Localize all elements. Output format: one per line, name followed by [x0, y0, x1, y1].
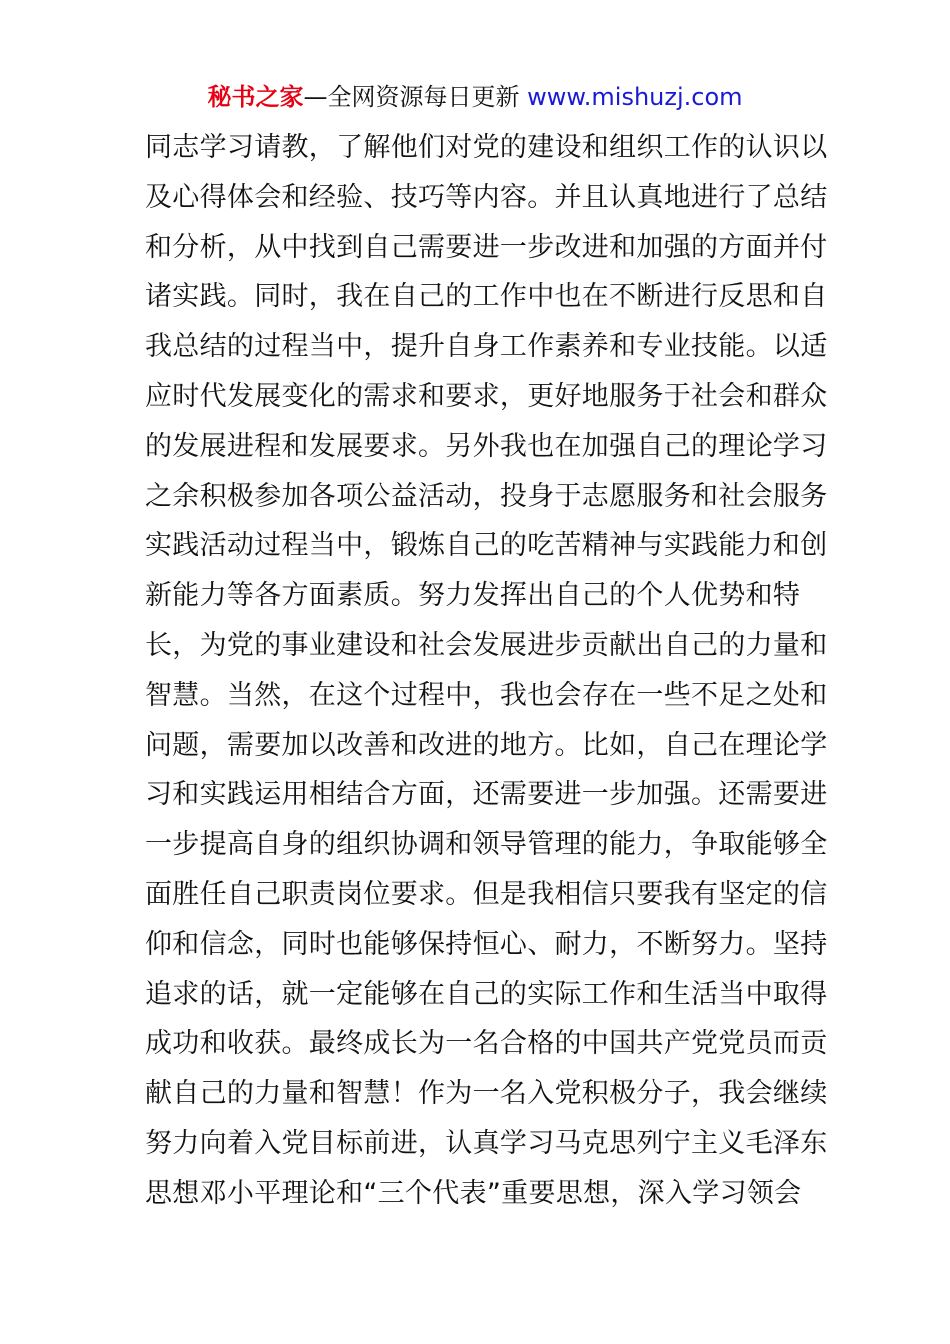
- text-line: 追求的话，就一定能够在自己的实际工作和生活当中取得: [145, 978, 828, 1010]
- text-line: 和分析，从中找到自己需要进一步改进和加强的方面并付: [145, 231, 828, 263]
- body-text: [145, 123, 828, 1219]
- text-line: 智慧。当然，在这个过程中，我也会存在一些不足之处和: [145, 679, 828, 711]
- text-line: 同志学习请教，了解他们对党的建设和组织工作的认识以: [145, 132, 828, 163]
- text-line: 献自己的力量和智慧！作为一名入党积极分子，我会继续: [145, 1078, 828, 1110]
- text-line: 习和实践运用相结合方面，还需要进一步加强。还需要进: [145, 779, 828, 811]
- text-line: 思想邓小平理论和“三个代表”重要思想，深入学习领会: [145, 1177, 802, 1209]
- text-line: 我总结的过程当中，提升自身工作素养和专业技能。以适: [145, 331, 828, 363]
- page-header: [0, 80, 950, 114]
- text-line: 新能力等各方面素质。努力发挥出自己的个人优势和特: [145, 580, 801, 612]
- text-line: 的发展进程和发展要求。另外我也在加强自己的理论学习: [145, 430, 828, 462]
- text-line: 努力向着入党目标前进，认真学习马克思列宁主义毛泽东: [145, 1127, 828, 1159]
- text-line: 问题，需要加以改善和改进的地方。比如，自己在理论学: [145, 729, 828, 761]
- brand-name: 秘书之家: [207, 83, 304, 111]
- text-line: 面胜任自己职责岗位要求。但是我相信只要我有坚定的信: [145, 878, 828, 910]
- text-line: 诸实践。同时，我在自己的工作中也在不断进行反思和自: [145, 281, 828, 313]
- text-line: 一步提高自身的组织协调和领导管理的能力，争取能够全: [145, 829, 828, 861]
- text-line: 长，为党的事业建设和社会发展进步贡献出自己的力量和: [145, 629, 828, 661]
- text-line: 成功和收获。最终成长为一名合格的中国共产党党员而贡: [145, 1028, 828, 1060]
- text-line: 之余积极参加各项公益活动，投身于志愿服务和社会服务: [145, 480, 828, 512]
- text-line: 及心得体会和经验、技巧等内容。并且认真地进行了总结: [145, 181, 828, 213]
- header-tagline: —全网资源每日更新: [303, 83, 520, 111]
- text-line: 应时代发展变化的需求和要求，更好地服务于社会和群众: [145, 380, 828, 412]
- text-line: 仰和信念，同时也能够保持恒心、耐力，不断努力。坚持: [145, 928, 828, 960]
- site-url[interactable]: www.mishuzj.com: [527, 83, 743, 111]
- text-line: 实践活动过程当中，锻炼自己的吃苦精神与实践能力和创: [145, 530, 828, 562]
